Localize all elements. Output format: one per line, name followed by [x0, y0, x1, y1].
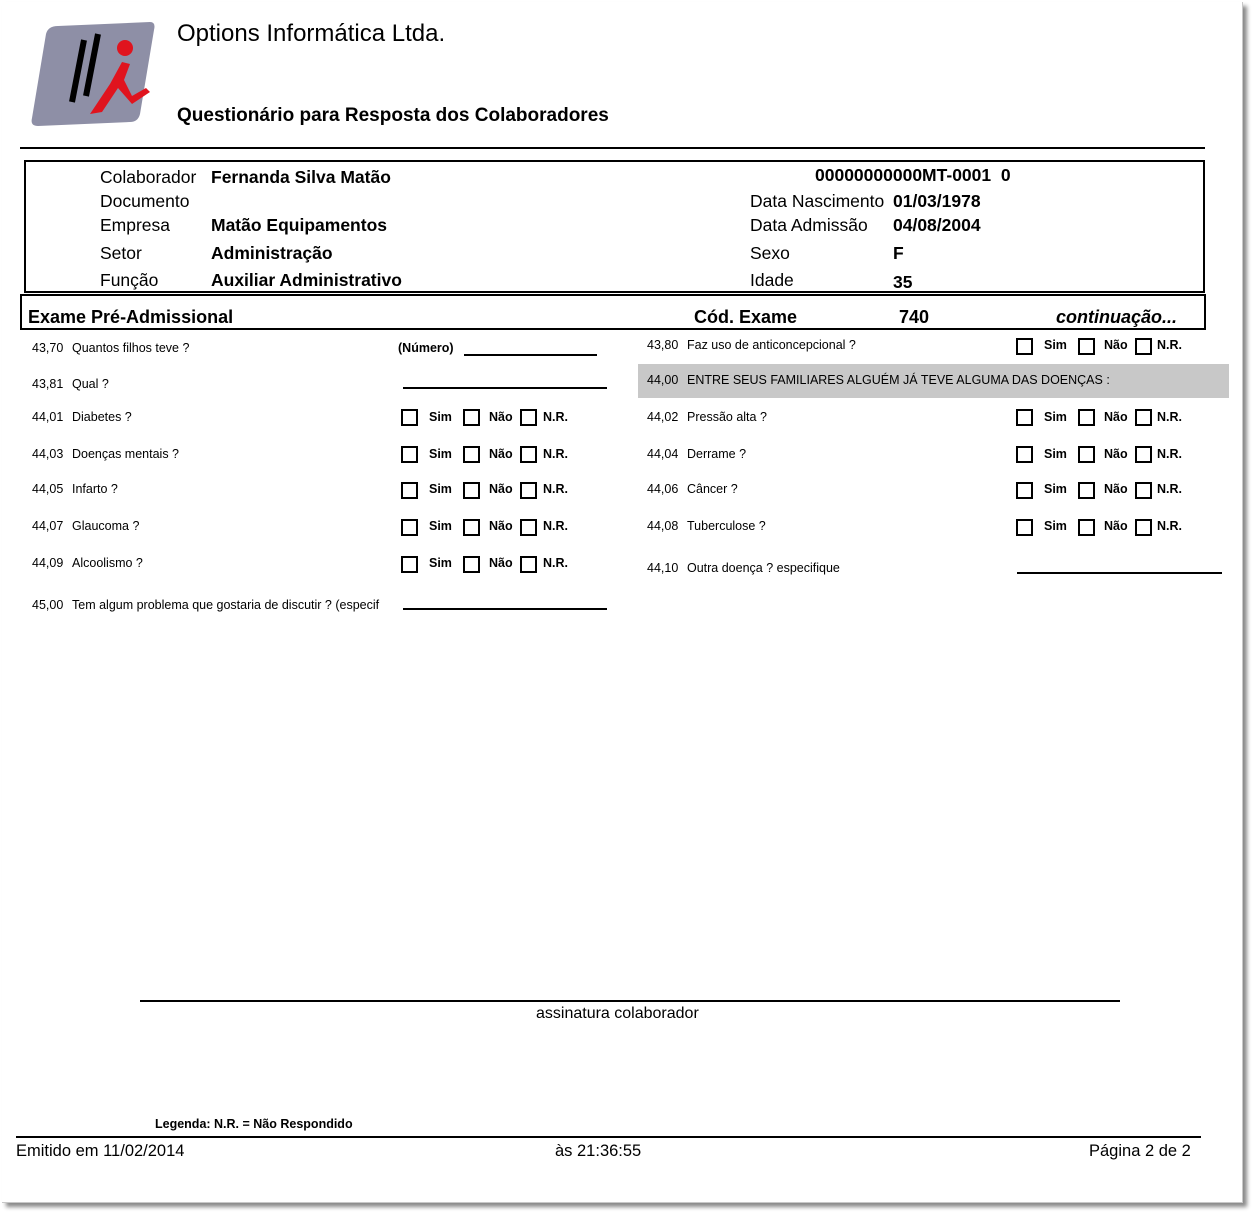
footer-page-number: Página 2 de 2	[1089, 1142, 1191, 1160]
question-43-81	[32, 377, 109, 391]
checkbox-44-09-nao[interactable]	[463, 556, 480, 573]
value-sexo: F	[893, 243, 904, 263]
exam-code-label: Cód. Exame	[694, 307, 798, 327]
question-text: Câncer ?	[687, 482, 738, 496]
option-label-sim: Sim	[429, 410, 452, 424]
question-44-01	[32, 410, 132, 424]
value-colaborador: Fernanda Silva Matão	[211, 167, 391, 187]
checkbox-44-09-sim[interactable]	[401, 556, 418, 573]
question-number: 43,70	[32, 341, 64, 355]
checkbox-44-07-nr[interactable]	[520, 519, 537, 536]
answer-line-43-70[interactable]	[464, 354, 597, 356]
header-divider	[20, 147, 1205, 149]
question-text: ENTRE SEUS FAMILIARES ALGUÉM JÁ TEVE ALGUMA DAS DOENÇAS :	[687, 373, 1110, 387]
checkbox-44-06-nr[interactable]	[1135, 482, 1152, 499]
checkbox-44-09-nr[interactable]	[520, 556, 537, 573]
label-documento: Documento	[100, 191, 190, 211]
option-label-nr: N.R.	[1157, 519, 1182, 533]
checkbox-44-04-nr[interactable]	[1135, 446, 1152, 463]
footer-issued-time: às 21:36:55	[555, 1142, 642, 1160]
option-label-nao: Não	[1104, 338, 1128, 352]
label-nascimento: Data Nascimento	[750, 191, 885, 211]
company-name: Options Informática Ltda.	[177, 20, 446, 47]
checkbox-44-03-sim[interactable]	[401, 446, 418, 463]
question-number: 43,81	[32, 377, 64, 391]
question-text: Doenças mentais ?	[72, 447, 180, 461]
question-44-06	[647, 482, 738, 496]
company-logo	[28, 18, 156, 128]
checkbox-44-03-nao[interactable]	[463, 446, 480, 463]
question-43-80	[647, 338, 856, 352]
question-text: Derrame ?	[687, 447, 747, 461]
question-text: Infarto ?	[72, 482, 118, 496]
question-43-70	[32, 341, 189, 355]
footer-divider	[16, 1136, 1201, 1138]
report-title: Questionário para Resposta dos Colaboradores	[177, 105, 609, 126]
option-label-sim: Sim	[1044, 482, 1067, 496]
value-funcao: Auxiliar Administrativo	[211, 270, 402, 290]
question-number: 44,01	[32, 410, 64, 424]
question-43-70-hint: (Número)	[398, 341, 454, 355]
option-label-nao: Não	[489, 447, 513, 461]
option-label-nr: N.R.	[543, 519, 568, 533]
option-label-nao: Não	[1104, 410, 1128, 424]
question-number: 44,10	[647, 561, 679, 575]
option-label-nr: N.R.	[1157, 338, 1182, 352]
question-44-08	[647, 519, 766, 533]
question-44-10	[647, 561, 840, 575]
option-label-nao: Não	[489, 556, 513, 570]
option-label-nao: Não	[489, 482, 513, 496]
checkbox-44-01-nr[interactable]	[520, 409, 537, 426]
question-44-04	[647, 447, 746, 461]
question-text: Outra doença ? especifique	[687, 561, 840, 575]
value-empresa: Matão Equipamentos	[211, 215, 387, 235]
checkbox-44-02-nr[interactable]	[1135, 409, 1152, 426]
question-text: Tuberculose ?	[687, 519, 766, 533]
checkbox-44-02-nao[interactable]	[1078, 409, 1095, 426]
exam-code: 740	[899, 307, 930, 327]
checkbox-44-03-nr[interactable]	[520, 446, 537, 463]
question-text: Tem algum problema que gostaria de discutir ? (especif	[72, 598, 380, 612]
label-funcao: Função	[100, 270, 159, 290]
label-colaborador: Colaborador	[100, 167, 197, 187]
option-label-sim: Sim	[1044, 410, 1067, 424]
checkbox-44-07-sim[interactable]	[401, 519, 418, 536]
checkbox-43-80-sim[interactable]	[1016, 338, 1033, 355]
question-number: 45,00	[32, 598, 64, 612]
question-text: Glaucoma ?	[72, 519, 140, 533]
question-text: Qual ?	[72, 377, 109, 391]
checkbox-44-05-nao[interactable]	[463, 482, 480, 499]
option-label-nao: Não	[489, 410, 513, 424]
label-empresa: Empresa	[100, 215, 171, 235]
checkbox-44-01-sim[interactable]	[401, 409, 418, 426]
question-45-00	[32, 598, 379, 612]
label-setor: Setor	[100, 243, 142, 263]
signature-label: assinatura colaborador	[536, 1005, 699, 1022]
option-label-nao: Não	[1104, 447, 1128, 461]
question-number: 44,05	[32, 482, 64, 496]
signature-line[interactable]	[140, 1000, 1120, 1002]
option-label-nao: Não	[1104, 482, 1128, 496]
option-label-sim: Sim	[429, 447, 452, 461]
question-44-02	[647, 410, 767, 424]
question-text: Alcoolismo ?	[72, 556, 143, 570]
option-label-nr: N.R.	[1157, 482, 1182, 496]
option-label-nr: N.R.	[543, 482, 568, 496]
employee-code: 00000000000MT-0001 0	[815, 165, 1011, 185]
question-number: 44,02	[647, 410, 679, 424]
question-text: Pressão alta ?	[687, 410, 767, 424]
option-label-sim: Sim	[1044, 447, 1067, 461]
answer-line-45-00[interactable]	[403, 608, 607, 610]
checkbox-44-08-sim[interactable]	[1016, 519, 1033, 536]
question-44-03	[32, 447, 179, 461]
question-44-05	[32, 482, 118, 496]
option-label-sim: Sim	[1044, 338, 1067, 352]
value-nascimento: 01/03/1978	[893, 191, 981, 211]
question-44-07	[32, 519, 139, 533]
question-text: Quantos filhos teve ?	[72, 341, 190, 355]
checkbox-44-08-nr[interactable]	[1135, 519, 1152, 536]
option-label-sim: Sim	[429, 482, 452, 496]
question-number: 44,07	[32, 519, 64, 533]
checkbox-44-07-nao[interactable]	[463, 519, 480, 536]
checkbox-44-05-nr[interactable]	[520, 482, 537, 499]
checkbox-43-80-nr[interactable]	[1135, 338, 1152, 355]
value-admissao: 04/08/2004	[893, 215, 981, 235]
value-idade: 35	[893, 272, 913, 292]
question-44-00	[647, 373, 1110, 387]
question-number: 43,80	[647, 338, 679, 352]
option-label-sim: Sim	[429, 519, 452, 533]
question-44-09	[32, 556, 143, 570]
option-label-nao: Não	[489, 519, 513, 533]
answer-line-44-10[interactable]	[1017, 572, 1222, 574]
question-number: 44,06	[647, 482, 679, 496]
checkbox-44-06-sim[interactable]	[1016, 482, 1033, 499]
question-number: 44,03	[32, 447, 64, 461]
option-label-nr: N.R.	[543, 556, 568, 570]
question-number: 44,04	[647, 447, 679, 461]
option-label-nao: Não	[1104, 519, 1128, 533]
checkbox-44-06-nao[interactable]	[1078, 482, 1095, 499]
exam-name: Exame Pré-Admissional	[28, 307, 234, 327]
checkbox-44-04-nao[interactable]	[1078, 446, 1095, 463]
option-label-nr: N.R.	[1157, 447, 1182, 461]
label-sexo: Sexo	[750, 243, 790, 263]
checkbox-44-08-nao[interactable]	[1078, 519, 1095, 536]
question-number: 44,08	[647, 519, 679, 533]
question-number: 44,00	[647, 373, 679, 387]
checkbox-44-02-sim[interactable]	[1016, 409, 1033, 426]
checkbox-43-80-nao[interactable]	[1078, 338, 1095, 355]
footer-issued-date: Emitido em 11/02/2014	[16, 1142, 185, 1160]
label-admissao: Data Admissão	[750, 215, 868, 235]
answer-line-43-81[interactable]	[403, 387, 607, 389]
option-label-nr: N.R.	[543, 410, 568, 424]
option-label-sim: Sim	[429, 556, 452, 570]
question-text: Diabetes ?	[72, 410, 132, 424]
option-label-nr: N.R.	[543, 447, 568, 461]
value-setor: Administração	[211, 243, 333, 263]
exam-continuation: continuação...	[1056, 307, 1178, 327]
checkbox-44-04-sim[interactable]	[1016, 446, 1033, 463]
question-text: Faz uso de anticoncepcional ?	[687, 338, 856, 352]
legend: Legenda: N.R. = Não Respondido	[155, 1117, 353, 1131]
checkbox-44-01-nao[interactable]	[463, 409, 480, 426]
label-idade: Idade	[750, 270, 794, 290]
employee-info-box	[24, 160, 1205, 293]
checkbox-44-05-sim[interactable]	[401, 482, 418, 499]
question-number: 44,09	[32, 556, 64, 570]
option-label-sim: Sim	[1044, 519, 1067, 533]
option-label-nr: N.R.	[1157, 410, 1182, 424]
